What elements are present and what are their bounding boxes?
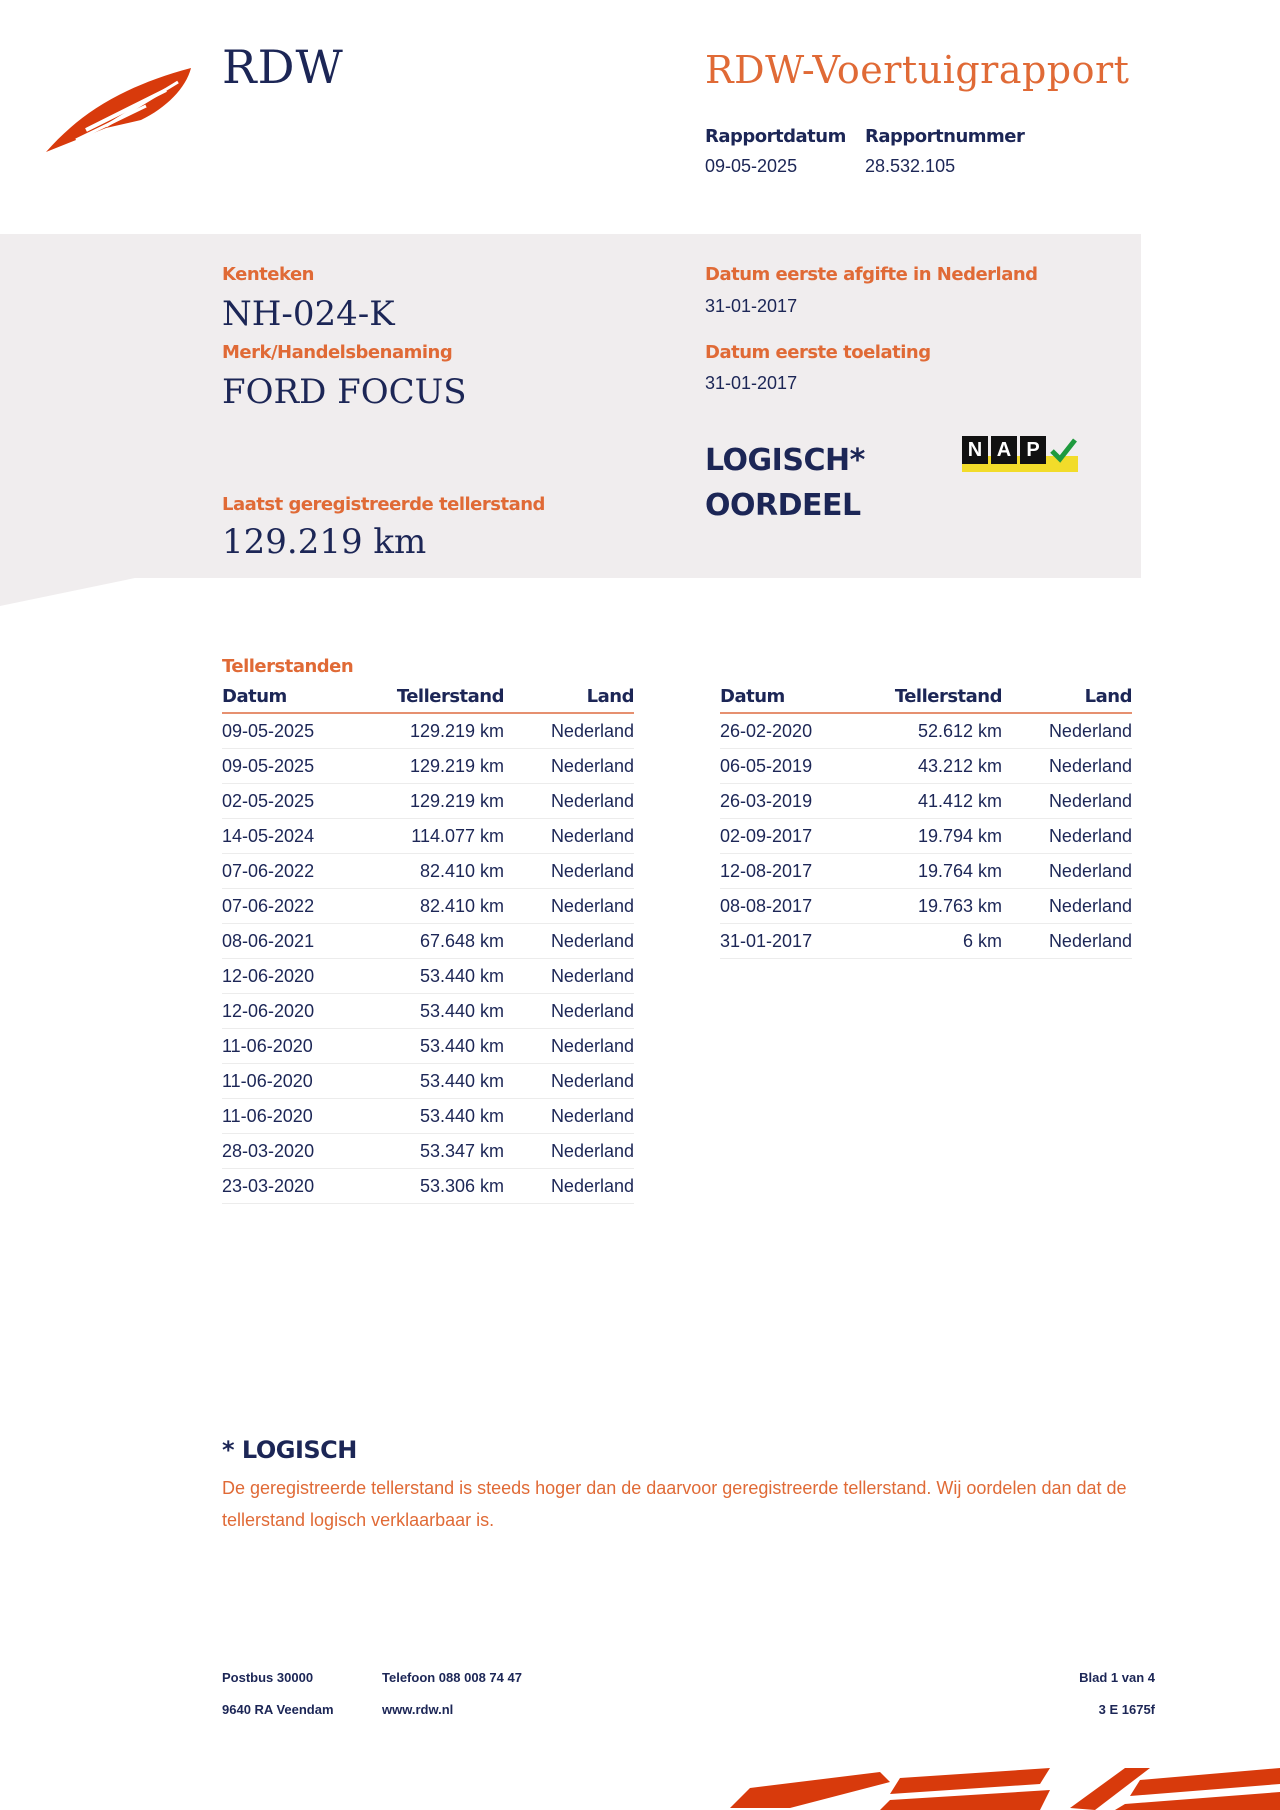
table-row xyxy=(222,819,634,854)
cell-country: Nederland xyxy=(504,1099,634,1134)
table-row xyxy=(222,924,634,959)
table-row xyxy=(222,1134,634,1169)
table-row xyxy=(222,1169,634,1204)
cell-country: Nederland xyxy=(504,1134,634,1169)
first-admission-value: 31-01-2017 xyxy=(705,373,798,393)
cell-country: Nederland xyxy=(504,749,634,784)
cell-odometer: 129.219 km xyxy=(372,749,504,784)
cell-country: Nederland xyxy=(1002,819,1132,854)
cell-country: Nederland xyxy=(504,1064,634,1099)
first-issue-value: 31-01-2017 xyxy=(705,296,798,316)
cell-odometer: 19.763 km xyxy=(870,889,1002,924)
cell-odometer: 82.410 km xyxy=(372,889,504,924)
footer-page-number: Blad 1 van 4 xyxy=(1079,1670,1155,1685)
table-row xyxy=(222,1099,634,1134)
cell-country: Nederland xyxy=(504,1029,634,1064)
brand-name: RDW xyxy=(222,40,344,94)
cell-date: 02-05-2025 xyxy=(222,784,372,819)
report-title: RDW-Voertuigrapport xyxy=(705,48,1130,92)
table-row xyxy=(222,959,634,994)
footer-address-line1: Postbus 30000 xyxy=(222,1670,314,1685)
table-row xyxy=(720,713,1132,749)
odometer-table-right xyxy=(720,682,1132,959)
cell-odometer: 53.440 km xyxy=(372,1099,504,1134)
cell-date: 12-06-2020 xyxy=(222,994,372,1029)
rdw-logo-icon xyxy=(46,68,196,152)
cell-date: 06-05-2019 xyxy=(720,749,870,784)
cell-country: Nederland xyxy=(504,959,634,994)
cell-odometer: 52.612 km xyxy=(870,713,1002,749)
cell-date: 23-03-2020 xyxy=(222,1169,372,1204)
checkmark-icon xyxy=(1049,436,1077,464)
cell-date: 26-03-2019 xyxy=(720,784,870,819)
cell-date: 12-08-2017 xyxy=(720,854,870,889)
cell-odometer: 6 km xyxy=(870,924,1002,959)
kenteken-label: Kenteken xyxy=(222,264,314,285)
merk-label: Merk/Handelsbenaming xyxy=(222,342,453,363)
cell-odometer: 129.219 km xyxy=(372,784,504,819)
cell-country: Nederland xyxy=(504,819,634,854)
cell-country: Nederland xyxy=(1002,924,1132,959)
cell-date: 28-03-2020 xyxy=(222,1134,372,1169)
col-header-date: Datum xyxy=(720,682,870,713)
odometer-table-left xyxy=(222,682,634,1204)
table-row xyxy=(720,749,1132,784)
panel-notch xyxy=(0,578,135,606)
footnote-text: De geregistreerde tellerstand is steeds hoger dan de daarvoor geregistreerde tellerstand. Wij oordelen dan dat de tellerstand logisch verklaarbaar is. xyxy=(222,1478,1127,1530)
col-header-country: Land xyxy=(504,682,634,713)
cell-country: Nederland xyxy=(504,854,634,889)
table-row xyxy=(720,889,1132,924)
table-row xyxy=(222,784,634,819)
cell-country: Nederland xyxy=(1002,749,1132,784)
verdict-caption: OORDEEL xyxy=(705,488,861,523)
cell-date: 07-06-2022 xyxy=(222,889,372,924)
cell-date: 12-06-2020 xyxy=(222,959,372,994)
cell-odometer: 129.219 km xyxy=(372,713,504,749)
cell-date: 11-06-2020 xyxy=(222,1029,372,1064)
nap-logo xyxy=(962,436,1077,464)
cell-date: 31-01-2017 xyxy=(720,924,870,959)
table-row xyxy=(222,1064,634,1099)
cell-date: 08-06-2021 xyxy=(222,924,372,959)
cell-odometer: 114.077 km xyxy=(372,819,504,854)
table-row xyxy=(720,784,1132,819)
cell-country: Nederland xyxy=(504,994,634,1029)
cell-date: 09-05-2025 xyxy=(222,749,372,784)
nap-letter-p: P xyxy=(1020,436,1046,464)
table-row xyxy=(222,854,634,889)
cell-date: 02-09-2017 xyxy=(720,819,870,854)
odometer-rows-right xyxy=(720,713,1132,959)
kenteken-value: NH-024-K xyxy=(222,294,395,334)
table-row xyxy=(222,994,634,1029)
col-header-odometer: Tellerstand xyxy=(372,682,504,713)
cell-odometer: 53.440 km xyxy=(372,1064,504,1099)
table-row xyxy=(222,889,634,924)
cell-odometer: 41.412 km xyxy=(870,784,1002,819)
col-header-country: Land xyxy=(1002,682,1132,713)
cell-date: 26-02-2020 xyxy=(720,713,870,749)
cell-odometer: 19.764 km xyxy=(870,854,1002,889)
cell-odometer: 53.306 km xyxy=(372,1169,504,1204)
cell-country: Nederland xyxy=(1002,854,1132,889)
vehicle-summary-panel xyxy=(0,234,1141,578)
cell-odometer: 53.347 km xyxy=(372,1134,504,1169)
report-number-label: Rapportnummer xyxy=(865,126,1025,147)
table-row xyxy=(222,713,634,749)
table-row xyxy=(720,854,1132,889)
cell-date: 11-06-2020 xyxy=(222,1064,372,1099)
report-date-label: Rapportdatum xyxy=(705,126,846,147)
odometer-history-title: Tellerstanden xyxy=(222,656,354,677)
col-header-odometer: Tellerstand xyxy=(870,682,1002,713)
table-row xyxy=(222,749,634,784)
last-odometer-value: 129.219 km xyxy=(222,522,427,562)
cell-odometer: 53.440 km xyxy=(372,994,504,1029)
footer-address-line2: 9640 RA Veendam xyxy=(222,1702,334,1717)
footer-website-link[interactable]: www.rdw.nl xyxy=(382,1702,454,1717)
table-row xyxy=(720,819,1132,854)
cell-country: Nederland xyxy=(1002,713,1132,749)
nap-letter-a: A xyxy=(991,436,1017,464)
footnote-title: * LOGISCH xyxy=(222,1436,357,1464)
cell-country: Nederland xyxy=(504,784,634,819)
cell-country: Nederland xyxy=(504,889,634,924)
odometer-rows-left xyxy=(222,713,634,1204)
cell-odometer: 53.440 km xyxy=(372,959,504,994)
cell-date: 11-06-2020 xyxy=(222,1099,372,1134)
report-date-value: 09-05-2025 xyxy=(705,156,798,176)
cell-country: Nederland xyxy=(1002,784,1132,819)
cell-odometer: 43.212 km xyxy=(870,749,1002,784)
table-row xyxy=(720,924,1132,959)
table-header-row xyxy=(720,682,1132,713)
cell-country: Nederland xyxy=(504,924,634,959)
cell-country: Nederland xyxy=(504,1169,634,1204)
first-issue-label: Datum eerste afgifte in Nederland xyxy=(705,264,1038,285)
footer-document-code: 3 E 1675f xyxy=(1098,1702,1155,1717)
cell-country: Nederland xyxy=(504,713,634,749)
cell-date: 07-06-2022 xyxy=(222,854,372,889)
rdw-stripes-decoration xyxy=(730,1768,1280,1810)
verdict-text: LOGISCH* xyxy=(705,443,865,478)
nap-letter-n: N xyxy=(962,436,988,464)
report-number-value: 28.532.105 xyxy=(865,156,956,176)
col-header-date: Datum xyxy=(222,682,372,713)
table-header-row xyxy=(222,682,634,713)
cell-odometer: 82.410 km xyxy=(372,854,504,889)
cell-date: 14-05-2024 xyxy=(222,819,372,854)
cell-odometer: 67.648 km xyxy=(372,924,504,959)
merk-value: FORD FOCUS xyxy=(222,372,467,412)
cell-country: Nederland xyxy=(1002,889,1132,924)
cell-date: 09-05-2025 xyxy=(222,713,372,749)
last-odometer-label: Laatst geregistreerde tellerstand xyxy=(222,494,545,515)
first-admission-label: Datum eerste toelating xyxy=(705,342,931,363)
table-row xyxy=(222,1029,634,1064)
cell-odometer: 53.440 km xyxy=(372,1029,504,1064)
cell-odometer: 19.794 km xyxy=(870,819,1002,854)
footer-phone: Telefoon 088 008 74 47 xyxy=(382,1670,522,1685)
cell-date: 08-08-2017 xyxy=(720,889,870,924)
